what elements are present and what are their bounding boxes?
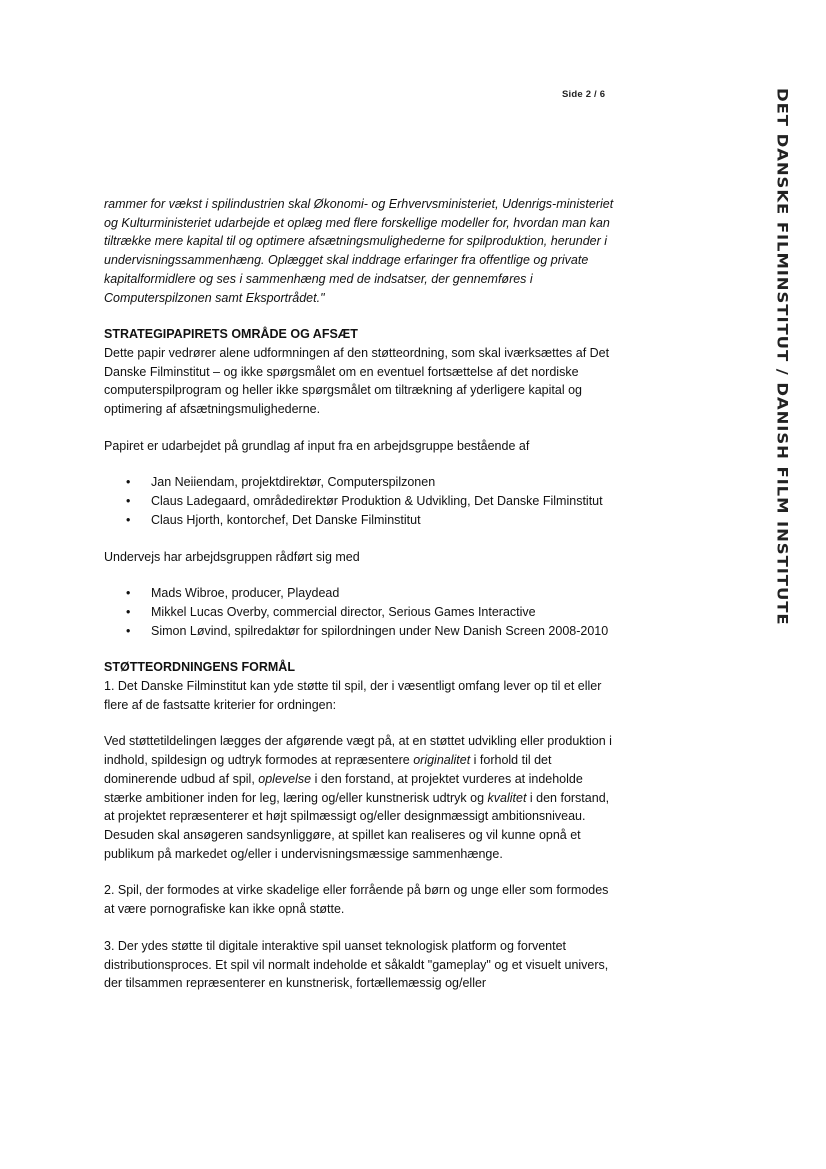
institute-banner-text: DET DANSKE FILMINSTITUT / DANISH FILM INSTITUTE [773,88,791,626]
list-item: • Jan Neiiendam, projektdirektør, Computerspilzonen [104,473,614,492]
workgroup-list [104,473,614,529]
criteria-text: i den forstand, at projektet vurderes at indeholde stærke ambitioner inden for leg, læring og/eller kunstnerisk udtryk og [104,771,583,805]
page-number: Side 2 / 6 [562,89,606,100]
advisors-list [104,584,614,640]
criteria-paragraph [104,732,614,863]
list-item: • Claus Hjorth, kontorchef, Det Danske Filminstitut [104,511,614,530]
list-item: • Mads Wibroe, producer, Playdead [104,584,614,603]
criteria-text: i den forstand, at projektet repræsenterer et højt spilmæssigt og/eller designmæssigt ambitionsniveau. Desuden skal ansøgeren sandsynliggøre, at spillet kan realiseres og vil kunne opnå et publikum på markedet og/eller i undervisningsmæssige sammenhænge. [104,790,610,861]
section-heading-purpose: STØTTEORDNINGENS FORMÅL [104,660,295,675]
list-item: • Claus Ladegaard, områdedirektør Produktion & Udvikling, Det Danske Filminstitut [104,492,614,511]
workgroup-intro: Papiret er udarbejdet på grundlag af input fra en arbejdsgruppe bestående af [104,438,530,453]
criteria-emphasis-originality: originalitet [413,753,471,768]
list-item: • Simon Løvind, spilredaktør for spilordningen under New Danish Screen 2008-2010 [104,622,614,641]
advisors-intro: Undervejs har arbejdsgruppen rådført sig med [104,549,360,564]
quote-paragraph: rammer for vækst i spilindustrien skal Økonomi- og Erhvervsministeriet, Udenrigs-ministeriet og Kulturministeriet udarbejde et oplæg med flere forskellige modeller for, hvordan man kan tiltrække mere kapital til og optimere afsætningsmulighederne for spilproduktion, herunder i undervisningssammenhæng. Oplægget skal inddrage erfaringer fra offentlige og private kapitalformidlere og ses i sammenhæng med de indsatser, der gennemføres i Computerspilzonen samt Eksportrådet." [104,197,614,305]
criteria-text: i forhold til det dominerende udbud af spil, [104,753,552,786]
purpose-point-1: 1. Det Danske Filminstitut kan yde støtte til spil, der i væsentligt omfang lever op til et eller flere af de fastsatte kriterier for ordningen: [104,679,602,712]
institute-banner [767,88,797,626]
purpose-point-2: 2. Spil, der formodes at virke skadelige eller forrående på børn og unge eller som formodes at være pornografiske kan ikke opnå støtte. [104,883,609,917]
list-item: • Mikkel Lucas Overby, commercial director, Serious Games Interactive [104,603,614,622]
scope-paragraph: Dette papir vedrører alene udformningen af den støtteordning, som skal iværksættes af Det Danske Filminstitut – og ikke spørgsmålet om en eventuel fortsættelse af det nordiske computerspilprogram og heller ikke spørgsmålet om tiltrækning af yderligere kapital og optimering af afsætningsmulighederne. [104,345,610,417]
section-heading-scope: STRATEGIPAPIRETS OMRÅDE OG AFSÆT [104,327,358,342]
document-body [104,195,614,993]
criteria-text: Ved støttetildelingen lægges der afgørende vægt på, at en støttet udvikling eller produktion i indhold, spildesign og udtryk formodes at repræsentere [104,734,612,768]
criteria-emphasis-experience: oplevelse [258,771,312,786]
criteria-emphasis-quality: kvalitet [487,790,527,805]
purpose-point-3: 3. Der ydes støtte til digitale interaktive spil uanset teknologisk platform og forventet distributionsproces. Et spil vil normalt indeholde et såkaldt "gameplay" og et visuelt univers, der tilsammen repræsenterer en kunstnerisk, fortællemæssig og/eller [104,938,609,991]
